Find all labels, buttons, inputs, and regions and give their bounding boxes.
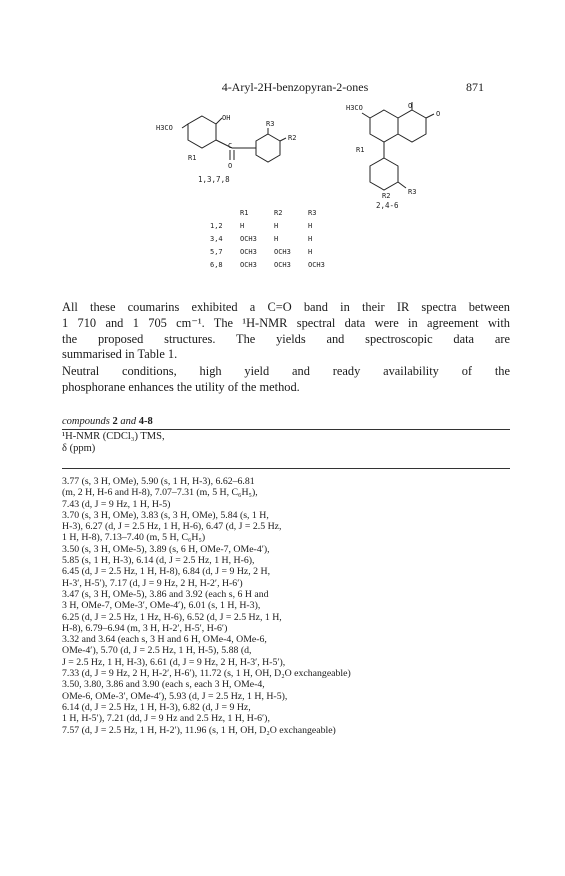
substituent-row [210, 245, 342, 258]
right-benzo-ring [370, 110, 398, 142]
paragraph-line: 1 710 and 1 705 cm⁻¹. The ¹H-NMR spectral data were in agreement with [62, 315, 510, 330]
substituent-cell: OCH3 [240, 260, 257, 269]
substituent-cell: OCH3 [308, 260, 325, 269]
substituent-cell: 3,4 [210, 234, 223, 243]
left-benzene-ring [188, 116, 216, 148]
substituent-cell: OCH3 [240, 247, 257, 256]
substituent-cell: 6,8 [210, 260, 223, 269]
label-o-lactone: O [436, 110, 441, 118]
nmr-header-line: ¹H-NMR (CDCl₃) TMS, [62, 431, 165, 442]
nmr-data-line: OMe-6, OMe-3′, OMe-4′), 5.93 (d, J = 2.5 Hz, 1 H, H-5), [62, 690, 288, 702]
substituent-cell: H [240, 221, 245, 230]
right-compound-label: 2,4-6 [376, 201, 399, 210]
nmr-data-line: 7.33 (d, J = 9 Hz, 2 H, H-2′, H-6′), 11.72 (s, 1 H, OH, D₂O exchangeable) [62, 668, 351, 680]
table-header-rule [62, 468, 510, 469]
nmr-data-body [62, 476, 522, 736]
substituent-cell: 5,7 [210, 247, 223, 256]
substituent-table [210, 206, 350, 271]
caption-compound-range: 4-8 [138, 416, 153, 427]
right-aryl-ring [370, 158, 398, 190]
nmr-data-line: H-3′, H-5′), 7.17 (d, J = 9 Hz, 2 H, H-2′, H-6′) [62, 577, 243, 589]
chemical-structures-figure [150, 98, 490, 216]
nmr-data-line: OMe-4′), 5.70 (d, J = 2.5 Hz, 1 H, H-5), 5.88 (d, [62, 645, 252, 657]
nmr-data-line: 6.14 (d, J = 2.5 Hz, 1 H, H-3), 6.82 (d, J = 9 Hz, [62, 701, 251, 713]
nmr-data-line: 6.25 (d, J = 2.5 Hz, 1 Hz, H-6), 6.52 (d, J = 2.5 Hz, 1 H, [62, 611, 282, 623]
running-title: 4-Aryl-2H-benzopyran-2-ones [221, 80, 369, 94]
table-top-rule [62, 429, 510, 430]
right-structure [362, 102, 434, 190]
shift-unit-header: δ (ppm) [62, 443, 96, 454]
substituent-header-cell: R2 [274, 208, 283, 217]
label-c: C [228, 142, 233, 150]
substituent-cell: OCH3 [274, 260, 291, 269]
nmr-data-line: H-8), 6.79–6.94 (m, 3 H, H-2′, H-5′, H-6′) [62, 622, 228, 634]
substituent-row [210, 232, 342, 245]
label-r2-right: R2 [382, 192, 391, 200]
nmr-data-line: 5.85 (s, 1 H, H-3), 6.14 (d, J = 2.5 Hz, 1 H, H-6), [62, 555, 255, 567]
nmr-data-line: 3.70 (s, 3 H, OMe), 3.83 (s, 3 H, OMe), 5.84 (s, 1 H, [62, 509, 269, 521]
substituent-cell: H [308, 234, 313, 243]
label-oh: OH [222, 114, 231, 122]
nmr-data-line: (m, 2 H, H-6 and H-8), 7.07–7.31 (m, 5 H, C₆H₅), [62, 487, 258, 499]
table-column-header [62, 431, 165, 455]
left-aryl-ring [256, 134, 280, 162]
nmr-data-line: 3.50 (s, 3 H, OMe-5), 3.89 (s, 6 H, OMe-7, OMe-4′), [62, 543, 270, 555]
caption-text: and [117, 416, 139, 427]
nmr-data-line: 7.43 (d, J = 9 Hz, 1 H, H-5) [62, 498, 171, 510]
substituent-row [210, 258, 342, 271]
table-caption [62, 416, 153, 427]
label-h3co-left: H3CO [156, 124, 173, 132]
left-structure-labels [156, 114, 296, 184]
label-o-ring: O [408, 102, 413, 110]
paragraph-line: the proposed structures. The yields and spectroscopic data are [62, 331, 510, 346]
substituent-row [210, 219, 342, 232]
label-o-carbonyl: O [228, 162, 233, 170]
body-paragraph-1 [62, 300, 510, 363]
nmr-data-line: 6.45 (d, J = 2.5 Hz, 1 H, H-8), 6.84 (d, J = 9 Hz, 2 H, [62, 566, 271, 578]
label-r3-right: R3 [408, 188, 417, 196]
nmr-data-line: 1 H, H-5′), 7.21 (dd, J = 9 Hz and 2.5 Hz, 1 H, H-6′), [62, 713, 270, 725]
left-compound-label: 1,3,7,8 [198, 175, 230, 184]
paragraph-line: Neutral conditions, high yield and ready availability of the [62, 364, 510, 378]
nmr-data-line: 3.77 (s, 3 H, OMe), 5.90 (s, 1 H, H-3), 6.62–6.81 [62, 476, 255, 487]
caption-compound: 2 [112, 416, 118, 427]
paragraph-line: summarised in Table 1. [62, 347, 178, 362]
substituent-header-cell [210, 206, 240, 219]
substituent-cell: 1,2 [210, 221, 223, 230]
substituent-cell: H [308, 247, 313, 256]
substituent-cell: OCH3 [274, 247, 291, 256]
substituent-cell: H [274, 234, 279, 243]
substituent-cell: OCH3 [240, 234, 257, 243]
substituent-header-cell: R3 [308, 208, 317, 217]
nmr-data-line: J = 2.5 Hz, 1 H, H-3), 6.61 (d, J = 9 Hz, 2 H, H-3′, H-5′), [62, 656, 286, 668]
substituent-cell: H [274, 221, 279, 230]
substituent-cell: H [308, 221, 313, 230]
body-paragraph-2 [62, 364, 510, 396]
nmr-data-line: 3.47 (s, 3 H, OMe-5), 3.86 and 3.92 (each s, 6 H and [62, 588, 269, 600]
nmr-data-line: H-3), 6.27 (d, J = 2.5 Hz, 1 H, H-6), 6.47 (d, J = 2.5 Hz, [62, 521, 282, 533]
nmr-data-line: 7.57 (d, J = 2.5 Hz, 1 H, H-2′), 11.96 (s, 1 H, OH, D₂O exchangeable) [62, 724, 336, 736]
label-r2-left: R2 [288, 134, 297, 142]
nmr-data-line: 3 H, OMe-7, OMe-3′, OMe-4′), 6.01 (s, 1 H, H-3), [62, 600, 261, 612]
label-r1-right: R1 [356, 146, 365, 154]
nmr-data-line: 1 H, H-8), 7.13–7.40 (m, 5 H, C₆H₅) [62, 532, 206, 544]
caption-text: compounds [62, 416, 113, 427]
paragraph-line: phosphorane enhances the utility of the method. [62, 379, 300, 394]
nmr-data-line: 3.50, 3.80, 3.86 and 3.90 (each s, each 3 H, OMe-4, [62, 679, 265, 691]
label-r1-left: R1 [188, 154, 197, 162]
paragraph-line: All these coumarins exhibited a C=O band in their IR spectra between [62, 300, 510, 314]
page-number: 871 [466, 80, 484, 94]
nmr-data-line: 3.32 and 3.64 (each s, 3 H and 6 H, OMe-4, OMe-6, [62, 634, 267, 646]
substituent-header-row [210, 206, 342, 219]
substituent-header-cell: R1 [240, 208, 249, 217]
label-h3co-right: H3CO [346, 104, 363, 112]
label-r3-left: R3 [266, 120, 275, 128]
right-pyranone-ring [398, 110, 426, 142]
